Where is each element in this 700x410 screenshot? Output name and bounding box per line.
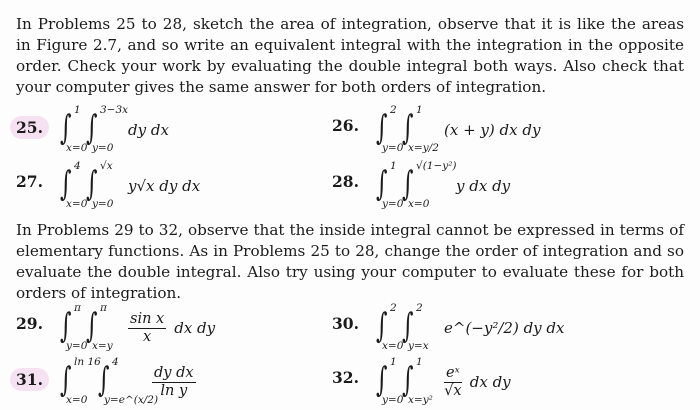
inner-integral: ∫ π x=y <box>86 302 113 352</box>
integrand: dy dx <box>128 121 169 139</box>
problem-number: 32. <box>332 368 359 387</box>
inner-integral: ∫ 3−3x y=0 <box>86 104 129 154</box>
problem-number: 28. <box>332 172 359 191</box>
problem-number: 27. <box>16 172 43 191</box>
outer-integral: ∫ 2 x=0 <box>376 302 404 352</box>
inner-integral: ∫ 4 y=e^(x/2) <box>98 356 159 406</box>
integrand-fraction: $\frac{\text{eˣ}}{√x}$ <box>444 364 462 399</box>
problem-number: 26. <box>332 116 359 135</box>
problem-32 <box>332 356 682 408</box>
problem-29 <box>16 302 336 354</box>
integrand: y√x dy dx <box>128 177 201 195</box>
problem-number: 29. <box>16 314 43 333</box>
problem-31 <box>16 356 336 408</box>
inner-integral: ∫ √x y=0 <box>86 160 114 210</box>
integrand: y dx dy <box>456 177 511 195</box>
inner-integral: ∫ 1 x=y² <box>402 356 433 406</box>
intro-paragraph-1: In Problems 25 to 28, sketch the area of integration, observe that it is like the areas in Figure 2.7, and so write an equivalent integral with the integration in the opposite order. Check your work by evaluating the double integral both ways. Also check that your computer gives the same answer for both orders of integration. <box>16 15 684 96</box>
problem-27 <box>16 160 336 212</box>
outer-integral: ∫ 1 y=0 <box>376 160 404 210</box>
inner-integral: ∫ 2 y=x <box>402 302 429 352</box>
integrand-fraction: $\frac{\text{sin x}}{x}$ <box>130 310 165 345</box>
inner-integral: ∫ √(1−y²) x=0 <box>402 160 457 210</box>
problem-26 <box>332 104 682 156</box>
integrand: dx dy <box>174 319 216 337</box>
outer-integral: ∫ ln 16 x=0 <box>60 356 101 406</box>
outer-integral: ∫ 1 x=0 <box>60 104 88 154</box>
outer-integral: ∫ 1 y=0 <box>376 356 404 406</box>
outer-integral: ∫ 4 x=0 <box>60 160 88 210</box>
problem-25 <box>16 104 336 156</box>
problem-30 <box>332 302 682 354</box>
intro-paragraph-2: In Problems 29 to 32, observe that the inside integral cannot be expressed in terms of elementary functions. As in Problems 25 to 28, change the order of integration and so evaluate the double integral. Also try using your computer to evaluate these for both orders of integration. <box>16 221 684 302</box>
problem-number: 30. <box>332 314 359 333</box>
integrand: dx dy <box>469 373 511 391</box>
integrand: (x + y) dx dy <box>444 121 541 139</box>
inner-integral: ∫ 1 x=y/2 <box>402 104 439 154</box>
integrand-fraction: $\frac{\text{dy dx}}{\text{ln y}}$ <box>154 364 194 399</box>
outer-integral: ∫ π y=0 <box>60 302 88 352</box>
problem-28 <box>332 160 682 212</box>
outer-integral: ∫ 2 y=0 <box>376 104 404 154</box>
problem-number: 31. <box>10 368 49 391</box>
integrand: e^(−y²/2) dy dx <box>444 319 565 337</box>
problem-number: 25. <box>10 116 49 139</box>
